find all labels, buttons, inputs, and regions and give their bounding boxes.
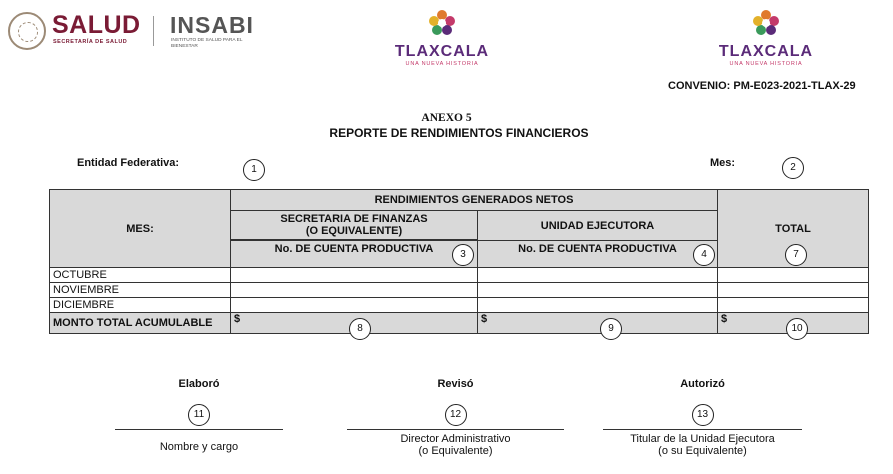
cell-secretaria[interactable] — [231, 283, 478, 298]
marker-mes: 2 — [782, 157, 804, 179]
unidad-header: UNIDAD EJECUTORA — [478, 211, 718, 241]
signature-title: Elaboró — [178, 378, 220, 390]
page-title: REPORTE DE RENDIMIENTOS FINANCIEROS — [329, 126, 589, 140]
signature-caption-2: (o su Equivalente) — [658, 445, 747, 457]
cell-secretaria[interactable] — [231, 268, 478, 283]
marker-entidad: 1 — [243, 159, 265, 181]
marker-monto-secretaria: 8 — [349, 318, 371, 340]
cell-total[interactable] — [718, 268, 869, 283]
cell-secretaria[interactable] — [231, 298, 478, 313]
signature-line — [347, 429, 564, 430]
cell-unidad[interactable] — [478, 268, 718, 283]
monto-total[interactable]: $ — [718, 313, 869, 334]
table-row — [50, 298, 869, 313]
signature-caption-2: (o Equivalente) — [418, 445, 493, 457]
monto-unidad[interactable]: $ — [478, 313, 718, 334]
secretaria-cuenta-header: No. DE CUENTA PRODUCTIVA — [231, 241, 478, 268]
cell-unidad[interactable] — [478, 298, 718, 313]
signature-autorizo — [603, 378, 802, 457]
cell-total[interactable] — [718, 283, 869, 298]
signature-line — [603, 429, 802, 430]
signature-marker: 11 — [188, 404, 210, 426]
signature-caption: Titular de la Unidad Ejecutora — [630, 433, 775, 445]
unidad-cuenta-header: No. DE CUENTA PRODUCTIVA — [478, 241, 718, 268]
cell-total[interactable] — [718, 298, 869, 313]
row-label: OCTUBRE — [50, 268, 231, 283]
signature-caption: Nombre y cargo — [159, 441, 239, 453]
signature-title: Autorizó — [680, 378, 725, 390]
marker-monto-total: 10 — [786, 318, 808, 340]
group-header: RENDIMIENTOS GENERADOS NETOS — [231, 190, 718, 211]
salud-logo: SALUD — [52, 11, 141, 39]
mes-label: Mes: — [710, 157, 736, 169]
marker-unidad-cuenta: 4 — [693, 244, 715, 266]
mexico-seal-icon — [8, 12, 46, 50]
marker-total: 7 — [785, 244, 807, 266]
signature-reviso — [347, 378, 564, 457]
logo-divider — [153, 16, 154, 46]
row-label: DICIEMBRE — [50, 298, 231, 313]
insabi-subtitle: INSTITUTO DE SALUD PARA EL BIENESTAR — [171, 38, 243, 49]
total-header: TOTAL — [718, 190, 869, 268]
table-row — [50, 268, 869, 283]
signature-marker: 12 — [445, 404, 467, 426]
monto-label: MONTO TOTAL ACUMULABLE — [50, 313, 231, 334]
flower-icon — [751, 8, 781, 38]
tlaxcala-logo-right: TLAXCALA UNA NUEVA HISTORIA — [716, 8, 816, 67]
row-label: NOVIEMBRE — [50, 283, 231, 298]
mes-header: MES: — [50, 190, 231, 268]
monto-row — [50, 313, 869, 334]
signature-caption: Director Administrativo — [400, 433, 511, 445]
signature-elaboro — [115, 378, 283, 453]
salud-subtitle: SECRETARÍA DE SALUD — [53, 39, 128, 45]
entidad-label: Entidad Federativa: — [77, 157, 180, 169]
signature-title: Revisó — [437, 378, 474, 390]
secretaria-header: SECRETARIA DE FINANZAS (O EQUIVALENTE) — [231, 211, 478, 240]
insabi-logo: INSABI — [170, 12, 254, 38]
signature-marker: 13 — [692, 404, 714, 426]
anexo-label: ANEXO 5 — [421, 112, 472, 124]
cell-unidad[interactable] — [478, 283, 718, 298]
convenio-number: CONVENIO: PM-E023-2021-TLAX-29 — [668, 80, 856, 92]
signature-line — [115, 429, 283, 430]
tlaxcala-logo-center: TLAXCALA UNA NUEVA HISTORIA — [392, 8, 492, 67]
flower-icon — [427, 8, 457, 38]
monto-secretaria[interactable]: $ — [231, 313, 478, 334]
marker-secretaria-cuenta: 3 — [452, 244, 474, 266]
table-row — [50, 283, 869, 298]
marker-monto-unidad: 9 — [600, 318, 622, 340]
